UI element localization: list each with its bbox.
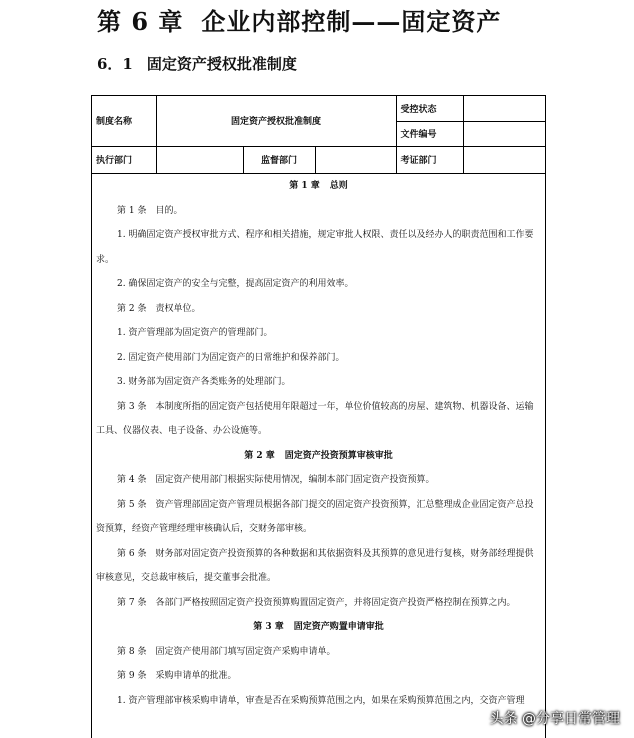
supervise-dept-label: 监督部门	[243, 146, 315, 173]
article-6: 第 6 条 财务部对固定资产投资预算的各种数据和其依据资料及其预算的意见进行复核，财务部经理提供审核意见，交总裁审核后，提交董事会批准。	[96, 548, 534, 583]
article-2-item-3: 3. 财务部为固定资产各类账务的处理部门。	[117, 377, 291, 387]
name-label: 制度名称	[92, 96, 156, 146]
verify-dept-label: 考证部门	[396, 146, 463, 173]
chapter-name: 企业内部控制——固定资产	[201, 7, 502, 36]
article-1: 第 1 条 目的。	[117, 205, 183, 216]
chapter3-title: 固定资产购置申请审批	[293, 622, 384, 632]
control-status-value	[463, 96, 545, 121]
exec-dept-value	[156, 146, 243, 173]
chapter2-heading	[92, 444, 545, 469]
chapter-title	[97, 2, 501, 37]
doc-number-value	[463, 121, 545, 146]
chapter3-number: 第 3 章	[253, 622, 284, 632]
article-9-item-1: 1. 资产管理部审核采购申请单，审查是否在采购预算范围之内，如果在采购预算范围之内，交资产管理	[117, 695, 525, 706]
article-2-item-1: 1. 资产管理部为固定资产的管理部门。	[117, 328, 273, 338]
chapter1-title: 总则	[329, 181, 348, 191]
article-9: 第 9 条 采购申请单的批准。	[117, 671, 237, 681]
watermark: 头条 @分享日常管理	[489, 711, 620, 727]
name-value: 固定资产授权批准制度	[156, 96, 396, 146]
document-body	[92, 174, 545, 713]
article-8: 第 8 条 固定资产使用部门填写固定资产采购申请单。	[117, 646, 336, 657]
chapter1-number: 第 1 章	[289, 181, 320, 191]
supervise-dept-value	[315, 146, 396, 173]
document-frame	[91, 95, 546, 738]
section-number: 6．1	[97, 55, 133, 73]
section-title	[97, 53, 297, 74]
verify-dept-value	[463, 146, 545, 173]
chapter-number: 第 6 章	[97, 7, 184, 36]
article-7: 第 7 条 各部门严格按照固定资产投资预算购置固定资产，并将固定资产投资严格控制在预算之内。	[117, 597, 516, 608]
article-1-item-2: 2. 确保固定资产的安全与完整，提高固定资产的利用效率。	[117, 279, 354, 289]
section-name: 固定资产授权批准制度	[146, 55, 297, 73]
chapter3-heading	[92, 615, 545, 640]
chapter1-heading	[92, 174, 545, 199]
header-table	[92, 96, 545, 174]
doc-number-label: 文件编号	[396, 121, 463, 146]
article-2: 第 2 条 责权单位。	[117, 303, 201, 314]
article-3: 第 3 条 本制度所指的固定资产包括使用年限超过一年，单位价值较高的房屋、建筑物、机器设备、运输工具、仪器仪表、电子设备、办公设施等。	[96, 401, 534, 436]
article-4: 第 4 条 固定资产使用部门根据实际使用情况，编制本部门固定资产投资预算。	[117, 475, 435, 485]
exec-dept-label: 执行部门	[92, 146, 156, 173]
chapter2-title: 固定资产投资预算审核审批	[284, 450, 393, 461]
chapter2-number: 第 2 章	[244, 450, 275, 461]
article-5: 第 5 条 资产管理部固定资产管理员根据各部门提交的固定资产投资预算，汇总整理成企业固定资产总投资预算，经资产管理经理审核确认后，交财务部审核。	[96, 499, 534, 534]
article-2-item-2: 2. 固定资产使用部门为固定资产的日常维护和保养部门。	[117, 352, 345, 363]
control-status-label: 受控状态	[396, 96, 463, 121]
article-1-item-1: 1. 明确固定资产授权审批方式、程序和相关措施，规定审批人权限、责任以及经办人的职责范围和工作要求。	[96, 230, 534, 265]
